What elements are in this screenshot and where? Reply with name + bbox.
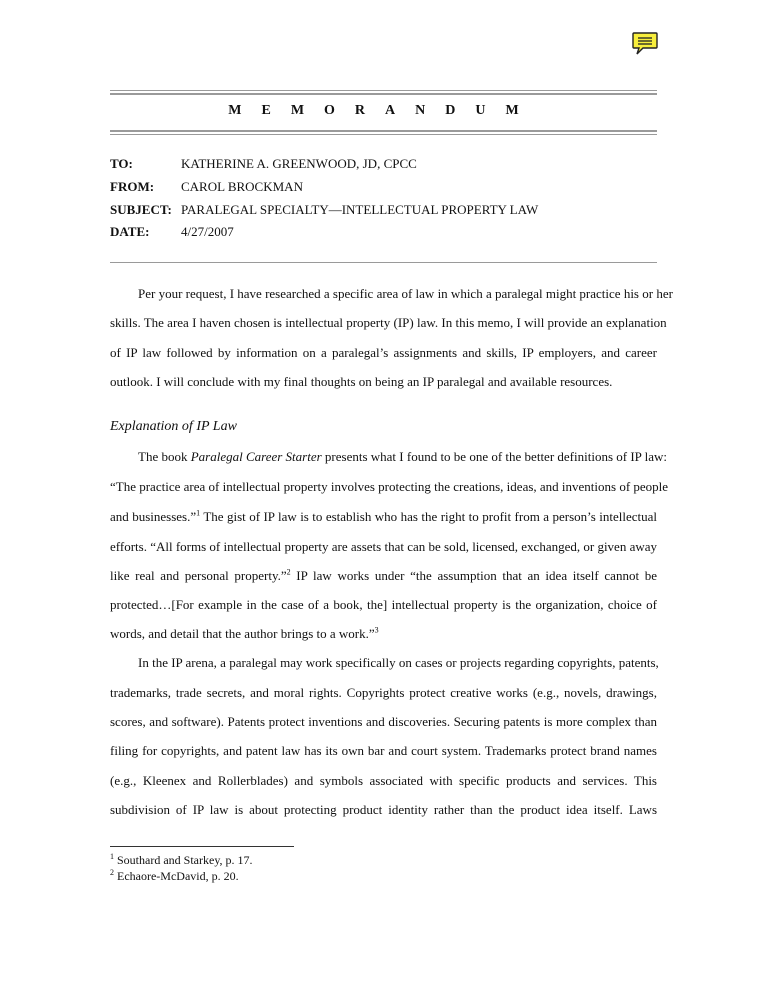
explanation-line-5-end: IP law works under “the assumption that an idea itself cannot be	[290, 568, 657, 583]
footnote-number: 1	[110, 852, 114, 861]
footnote-separator	[110, 846, 294, 847]
subject-value: PARALEGAL SPECIALTY—INTELLECTUAL PROPERTY LAW	[181, 202, 539, 217]
explanation-line-7	[110, 626, 657, 642]
explanation-line-3-start: and businesses.”	[110, 509, 197, 524]
arena-line-4: filing for copyrights, and patent law has its own bar and court system. Trademarks protect brand names	[110, 743, 657, 758]
title-rule-bottom-thick	[110, 130, 657, 132]
explanation-line-3-end: The gist of IP law is to establish who has the right to profit from a person’s intellectual	[200, 509, 657, 524]
memo-title: MEMORANDUM	[228, 103, 539, 118]
date-value: 4/27/2007	[181, 224, 234, 239]
footnote-number: 2	[110, 868, 114, 877]
date-label: DATE:	[110, 224, 150, 239]
intro-line-4: outlook. I will conclude with my final thoughts on being an IP paralegal and available resources.	[110, 374, 613, 389]
footnote-2	[110, 869, 239, 884]
arena-line-3: scores, and software). Patents protect inventions and discoveries. Securing patents is more complex than	[110, 714, 657, 729]
subject-label: SUBJECT:	[110, 202, 172, 217]
explanation-line-1	[110, 449, 668, 465]
explanation-line-6: protected…[For example in the case of a book, the] intellectual property is the organization, choice of	[110, 597, 657, 612]
explanation-line-7-start: words, and detail that the author brings to a work.”	[110, 626, 375, 641]
explanation-line-5	[110, 568, 657, 584]
intro-line-3: of IP law followed by information on a paralegal’s assignments and skills, IP employers, and career	[110, 345, 657, 360]
section-heading: Explanation of IP Law	[110, 419, 237, 434]
arena-line-5: (e.g., Kleenex and Rollerblades) and symbols associated with specific products and services. This	[110, 773, 657, 788]
intro-line-2: skills. The area I haven chosen is intellectual property (IP) law. In this memo, I will provide an explanation	[110, 315, 667, 330]
arena-line-6: subdivision of IP law is about protecting product identity rather than the product idea itself. Laws	[110, 802, 657, 817]
footnote-ref-1: 1	[196, 508, 201, 518]
title-rule-bottom-thin	[110, 134, 657, 135]
to-value: KATHERINE A. GREENWOOD, JD, CPCC	[181, 156, 417, 171]
arena-line-1: In the IP arena, a paralegal may work specifically on cases or projects regarding copyrights, patents,	[138, 655, 659, 670]
explanation-line-4: efforts. “All forms of intellectual property are assets that can be sold, licensed, exchanged, or given away	[110, 539, 658, 554]
from-value: CAROL BROCKMAN	[181, 179, 303, 194]
explanation-line-2: “The practice area of intellectual property involves protecting the creations, ideas, and inventions of people	[110, 479, 669, 494]
footnote-text: Echaore-McDavid, p. 20.	[117, 869, 239, 883]
comment-speech-bubble-icon[interactable]	[631, 31, 659, 57]
footnote-1	[110, 853, 253, 868]
explanation-line-1-end: presents what I found to be one of the better definitions of IP law:	[321, 449, 668, 464]
footnote-text: Southard and Starkey, p. 17.	[117, 853, 253, 867]
title-rule-top-thick	[110, 93, 657, 95]
title-rule-top-thin	[110, 90, 657, 91]
header-divider	[110, 262, 657, 263]
arena-line-2: trademarks, trade secrets, and moral rights. Copyrights protect creative works (e.g., novels, drawings,	[110, 685, 657, 700]
explanation-line-1-start: The book	[138, 449, 191, 464]
footnote-ref-2: 2	[286, 567, 291, 577]
footnote-ref-3: 3	[374, 625, 379, 635]
from-label: FROM:	[110, 179, 155, 194]
intro-line-1: Per your request, I have researched a specific area of law in which a paralegal might practice his or her	[138, 286, 673, 301]
to-label: TO:	[110, 156, 133, 171]
explanation-line-3	[110, 509, 657, 525]
explanation-line-5-start: like real and personal property.”	[110, 568, 287, 583]
book-title: Paralegal Career Starter	[190, 449, 322, 464]
